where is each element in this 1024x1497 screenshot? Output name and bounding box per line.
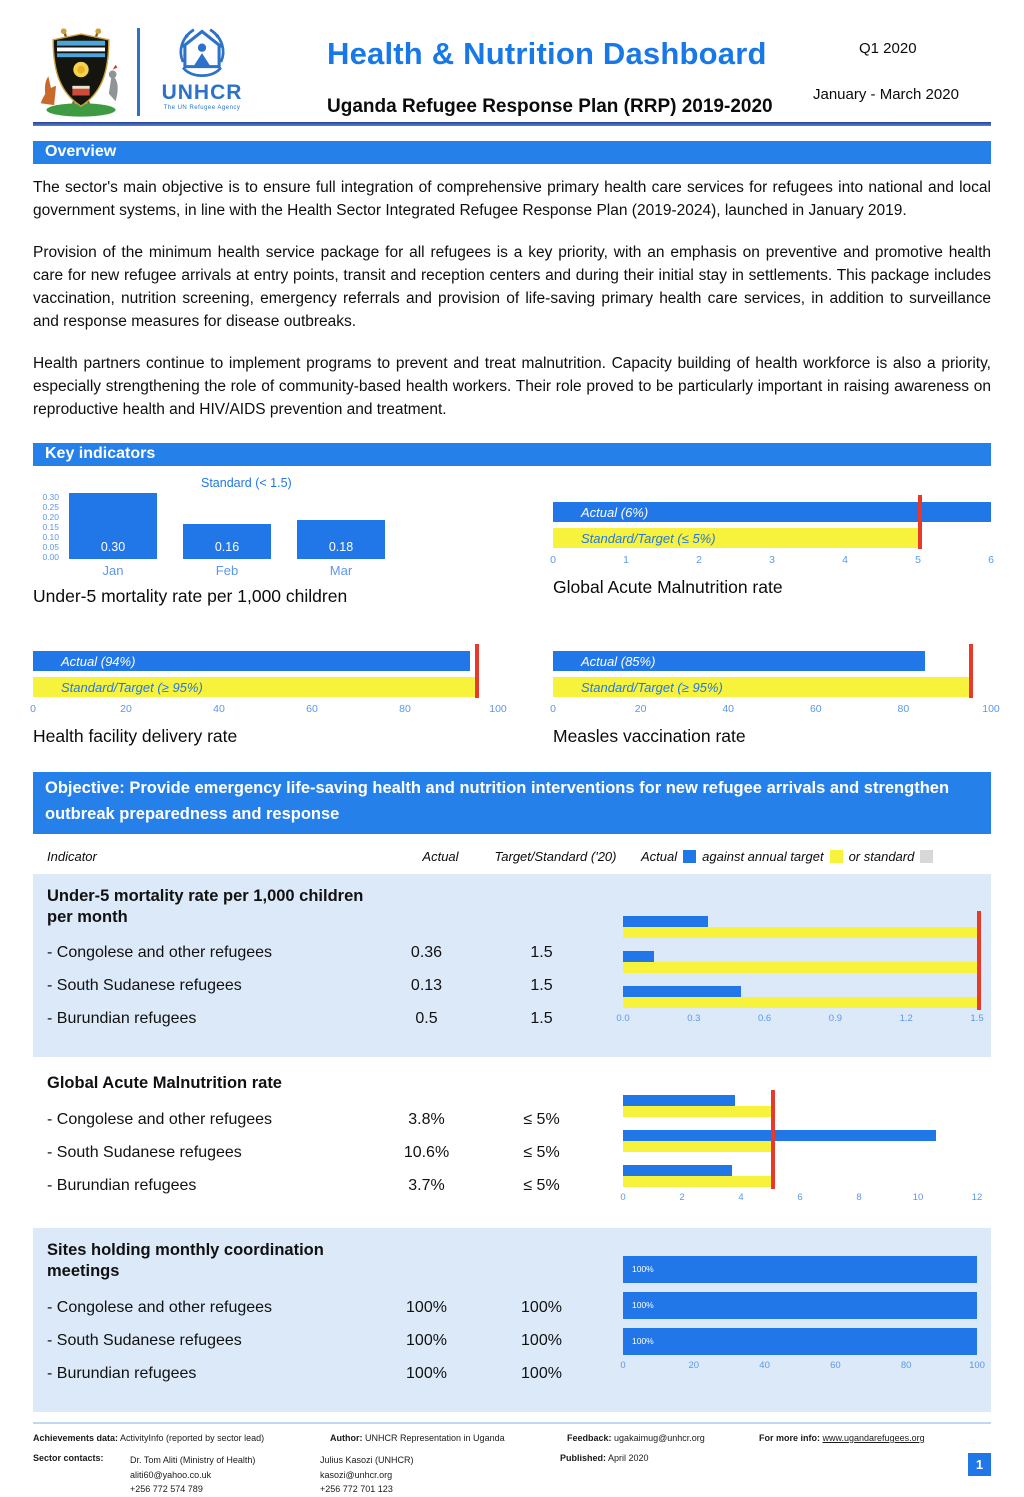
period-label: January - March 2020 <box>813 86 959 103</box>
actual-bar <box>623 1165 732 1176</box>
under5-y-axis: 0.30 0.25 0.20 0.15 0.10 0.05 0.00 <box>42 492 59 562</box>
standard-line <box>977 911 981 1010</box>
target-bar <box>623 1106 771 1117</box>
gam-actual-bar: Actual (6%) <box>553 502 991 522</box>
table-row: - Congolese and other refugees 3.8% ≤ 5% <box>47 1110 560 1128</box>
bar-value-label: 0.30 <box>100 540 126 555</box>
gam-group-chart <box>620 1095 983 1209</box>
sector-contacts-label: Sector contacts: <box>33 1452 104 1463</box>
title-block <box>265 26 813 122</box>
measles-x-axis: 0 20 40 60 80 100 <box>550 703 1000 716</box>
standard-line <box>771 1090 775 1189</box>
actual-bar <box>623 951 654 962</box>
published: Published: April 2020 <box>560 1452 649 1463</box>
under5-bar-mar <box>297 493 385 578</box>
bar-value-label: 0.16 <box>214 540 240 555</box>
month-label: Feb <box>215 563 239 579</box>
overview-paragraph-2: Provision of the minimum health service package for all refugees is a key priority, with an emphasis on preventive and promotive health care for new refugee arrivals at entry points, transit and reception centers and during their initial stay in settlements. This package includes vaccination, nutrition screening, emergency referrals and provision of life-saving primary health care services, in addition to surveillance and response measures for disease outbreaks. <box>33 243 991 330</box>
legend-blue-swatch <box>683 850 696 863</box>
actual-bar <box>623 916 708 927</box>
measles-actual-bar: Actual (85%) <box>553 651 925 671</box>
page-subtitle: Uganda Refugee Response Plan (RRP) 2019-2020 <box>327 96 773 117</box>
measles-chart-title: Measles vaccination rate <box>553 726 746 747</box>
quarter-label: Q1 2020 <box>859 40 917 57</box>
delivery-target-bar: Standard/Target (≥ 95%) <box>33 677 475 697</box>
table-row: - Congolese and other refugees 100% 100% <box>47 1298 562 1316</box>
bar-value-label: 0.18 <box>328 540 354 555</box>
key-indicators-section-header: Key indicators <box>33 443 991 466</box>
actual-bar: 100% <box>623 1328 977 1355</box>
under5-group-chart <box>616 916 984 1044</box>
objective-section-header: Objective: Provide emergency life-saving health and nutrition interventions for new refugee arrivals and strengthen outbreak preparedness and response <box>33 772 991 833</box>
indicator-group-gam <box>33 1061 991 1223</box>
logo-divider <box>137 28 140 116</box>
uganda-coat-of-arms-icon <box>33 26 129 118</box>
x-axis: 0.0 0.3 0.6 0.9 1.2 1.5 <box>616 1012 984 1024</box>
under5-bar-jan <box>69 493 157 578</box>
achievements-data: Achievements data: ActivityInfo (reported by sector lead) <box>33 1432 265 1443</box>
month-label: Jan <box>102 563 124 579</box>
overview-section-header: Overview <box>33 141 991 164</box>
overview-paragraph-1: The sector's main objective is to ensure full integration of comprehensive primary health care services for refugees into national and local government systems, in line with the Health Sector Integrated Refugee Response Plan (2019-2024), launched in January 2019. <box>33 179 991 219</box>
under5-monthly-chart <box>33 476 498 607</box>
author: Author: UNHCR Representation in Uganda <box>330 1432 505 1443</box>
target-bar <box>623 1141 771 1152</box>
actual-bar: 100% <box>623 1292 977 1319</box>
delivery-actual-bar: Actual (94%) <box>33 651 470 671</box>
month-label: Mar <box>329 563 353 579</box>
contact-1: Dr. Tom Aliti (Ministry of Health) aliti60@yahoo.co.uk +256 772 574 789 <box>130 1454 256 1495</box>
group-title: Global Acute Malnutrition rate <box>47 1074 282 1093</box>
page-number: 1 <box>968 1453 991 1476</box>
unhcr-logo <box>150 26 254 111</box>
indicator-group-coordination <box>33 1228 991 1412</box>
delivery-chart-title: Health facility delivery rate <box>33 726 238 747</box>
group-title: Sites holding monthly coordination meetings <box>47 1240 324 1281</box>
page-title: Health & Nutrition Dashboard <box>327 36 767 71</box>
delivery-standard-line <box>475 644 479 698</box>
overview-paragraph-3: Health partners continue to implement programs to prevent and treat malnutrition. Capacity building of health workforce is also a priority, especially strengthening the role of community-based health workers. Their role proved to be particularly important in raising awareness on reproductive health and HIV/AIDS prevention and treatment. <box>33 354 991 418</box>
footer <box>33 1422 991 1497</box>
contact-2: Julius Kasozi (UNHCR) kasozi@unhcr.org +256 772 701 123 <box>320 1454 414 1495</box>
coordination-group-chart <box>620 1256 985 1398</box>
measles-target-bar: Standard/Target (≥ 95%) <box>553 677 969 697</box>
indicator-table-header <box>33 849 991 864</box>
header <box>33 0 991 122</box>
unhcr-tagline: The UN Refugee Agency <box>163 105 241 111</box>
gam-standard-line <box>918 495 922 549</box>
more-info: For more info: www.ugandarefugees.org <box>759 1432 925 1443</box>
group-title: Under-5 mortality rate per 1,000 children per month <box>47 886 364 926</box>
table-row: - Burundian refugees 0.5 1.5 <box>47 1010 553 1028</box>
gam-target-bar: Standard/Target (≤ 5%) <box>553 528 918 548</box>
feedback: Feedback: ugakaimug@unhcr.org <box>567 1432 705 1443</box>
unhcr-emblem-icon <box>175 26 229 82</box>
indicator-group-under5 <box>33 874 991 1058</box>
under5-bar-feb <box>183 493 271 578</box>
logo-block <box>33 26 265 122</box>
header-rule <box>33 122 991 126</box>
chart-legend: Actual against annual target or standard <box>641 849 933 864</box>
under5-chart-title: Under-5 mortality rate per 1,000 children <box>33 586 348 607</box>
feedback-email-link[interactable]: ugakaimug@unhcr.org <box>614 1432 705 1443</box>
table-row: - South Sudanese refugees 100% 100% <box>47 1331 562 1349</box>
target-bar <box>623 997 977 1008</box>
actual-bar: 100% <box>623 1256 977 1283</box>
delivery-x-axis: 0 20 40 60 80 100 <box>30 703 507 716</box>
website-link[interactable]: www.ugandarefugees.org <box>822 1432 925 1443</box>
unhcr-wordmark: UNHCR <box>161 81 243 104</box>
target-bar <box>623 1176 771 1187</box>
column-header-actual: Actual <box>422 848 459 864</box>
column-header-target: Target/Standard ('20) <box>494 848 617 864</box>
measles-chart <box>550 637 1000 747</box>
table-row: - Burundian refugees 3.7% ≤ 5% <box>47 1176 560 1194</box>
key-indicators-grid <box>30 476 1000 747</box>
x-axis: 0 20 40 60 80 100 <box>620 1359 985 1371</box>
target-bar <box>623 962 977 973</box>
x-axis: 0 2 4 6 8 10 12 <box>620 1192 983 1204</box>
under5-standard-annotation: Standard (< 1.5) <box>201 476 292 491</box>
table-row: - Congolese and other refugees 0.36 1.5 <box>47 944 553 962</box>
table-row: - South Sudanese refugees 10.6% ≤ 5% <box>47 1143 560 1161</box>
legend-yellow-swatch <box>830 850 843 863</box>
table-row: - Burundian refugees 100% 100% <box>47 1364 562 1382</box>
gam-chart-title: Global Acute Malnutrition rate <box>553 577 783 598</box>
legend-gray-swatch <box>920 850 933 863</box>
measles-standard-line <box>969 644 973 698</box>
actual-bar <box>623 1095 735 1106</box>
actual-bar <box>623 1130 936 1141</box>
actual-bar <box>623 986 741 997</box>
column-header-indicator: Indicator <box>47 848 97 864</box>
target-bar <box>623 927 977 938</box>
table-row: - South Sudanese refugees 0.13 1.5 <box>47 977 553 995</box>
date-block <box>813 26 991 122</box>
gam-x-axis: 0 1 2 3 4 5 6 <box>550 554 994 567</box>
gam-chart <box>550 476 994 607</box>
delivery-chart <box>30 637 507 747</box>
